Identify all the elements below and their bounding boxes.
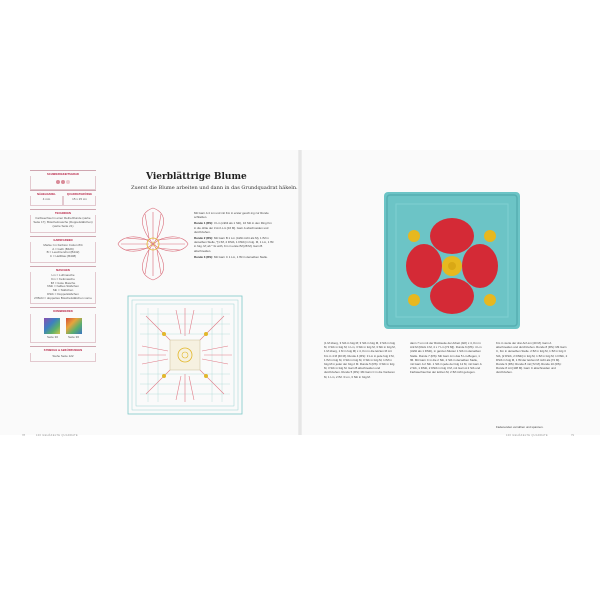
pattern-subtitle: Zuerst die Blume arbeiten und dann in das Grundquadrat häkeln. xyxy=(131,185,298,191)
instruction-paragraph: Runde 2 (RS): Mit Garn B 1 Lm (zählt nicht als M), 1 fM in derselben Stelle, *[1 fM, 2 DStb, 1 DStb] in folg. M, 1 Lm, 1 fM in folg. M; ab * 3x wdh, Km in erste fM [28 M]. Garn B abschneiden. xyxy=(194,236,274,253)
stitch-line: fM = feste Masche xyxy=(50,280,76,285)
instructions-block xyxy=(194,211,274,259)
needle-size-row xyxy=(30,190,96,206)
stitch-line: Stb = Stäbchen xyxy=(52,288,74,293)
footer-right: 100 GEHÄKELTE QUADRATE xyxy=(506,434,548,437)
symbols-label: SYMBOLE & ABKÜRZUNGEN xyxy=(30,346,96,352)
difficulty-dot-icon xyxy=(56,180,60,184)
instruction-column: (1 M überg, 3 Stb in folg M; 3 Stb in folg M, 3 Stb in folg M, 3 Stb in folg M; 1 Lm, 3 Stb in folg M, 3 Stb in folg M, 1 M überg, 1 M in folg M) x 4, Km in die letzten M mit Km in 4 M [40 M]. Runde 4 (RS): 3 Lm in jede folg 3 M, 1 fM in folg M, 3 Stb in folg M, 3 Stb in folg M, 1 fM in folg M in jeder der folg 2 M. Runde 5 (RS): 3 Stb in folg M, 3 Stb in folg M. Garn B abschneiden und durchziehen. Runde 5 (RS): Mit Garn C in die Vorderen M, 1 Lm, 2 fM. 3 Lm, 3 Stb in folg M. xyxy=(324,341,396,379)
difficulty-label: SCHWIERIGKEITSGRAD xyxy=(30,170,96,176)
instruction-column: Km in vierte der drei Anf-Lm [40 M]. Garn A abschneiden und durchziehen. Runde 8 (RS): Mit Garn C, Km in derselben Stelle. 2 fM in folg M, 1 fM in folg 3 Stb, [2 DStb, 2 DStb] in folg M, 1 fM in folg M; 1 DStb, 2 DStb in folg M, 1 fM der letzten M nicht als [72 M]. Runde 9 (RS): Runde 8 mit [72 M]. Runde 10 (RS): Runde 8 mit [108 M]. Garn C abschneiden und durchziehen. xyxy=(496,341,568,375)
finishing-note: Fadenenden vernähen und spannen. xyxy=(496,425,544,429)
pattern-title: Vierblättrige Blume xyxy=(146,172,247,182)
difficulty-box xyxy=(30,176,96,190)
yarn-line: C = Hellblau (B408) xyxy=(49,254,77,259)
stitches-box xyxy=(30,272,96,304)
stitch-line: DStb = Doppelstäbchen xyxy=(47,291,79,296)
combo-swatch-thumbnail xyxy=(66,318,82,334)
difficulty-dot-icon xyxy=(61,180,65,184)
petal-left xyxy=(406,244,442,288)
book-gutter xyxy=(298,150,302,435)
yarn-line: Marke: Im Farbton Cotton 8/4 xyxy=(43,242,83,247)
technique-label: TECHNIKEN xyxy=(30,209,96,215)
stitch-line: Lm = Luftmasche xyxy=(51,273,75,278)
flower-crochet-chart xyxy=(112,200,194,290)
petal-top xyxy=(430,218,474,254)
needle-value: 4 mm xyxy=(30,196,63,206)
instruction-paragraph: Runde 3 (RS): Mit Garn C 1 Lm, 1 fM in derselben Stelle. xyxy=(194,254,268,259)
petal-bottom xyxy=(430,278,474,314)
stitches-label: MASCHEN xyxy=(30,266,96,272)
instruction-paragraph: Runde 1 (RS): 3 Lm (zählt als 1 Stb), 16 Stb in den Ring Km in die dritte der 3 Anf.-Lm [16 M]. Garn A abschneiden und durchziehen. xyxy=(194,221,272,234)
pattern-info-sidebar xyxy=(30,170,96,362)
chart-center-block xyxy=(170,340,200,370)
needle-label: NÄHELNADEL xyxy=(30,190,63,196)
yarn-line: A = Gelb (B429) xyxy=(52,246,74,251)
stitch-line: 2f Bübl = doppeltes Büschelstäbchen vorne xyxy=(34,295,92,300)
square-crochet-chart xyxy=(126,294,244,416)
difficulty-dots xyxy=(33,178,93,186)
technique-text: Farbwechsel in einer Reihe/Runde (siehe Seite 17); Büschelmasche (Doppelstäbchen) (siehe Seite 21) xyxy=(30,215,96,232)
stitch-line: hStb = halbes Stäbchen xyxy=(47,284,79,289)
difficulty-dot-icon xyxy=(66,180,70,184)
symbols-text: Siehe Seite 122 xyxy=(30,353,96,363)
combo-swatch-thumbnail xyxy=(44,318,60,334)
page-number-left: 78 xyxy=(22,434,25,437)
combos-box xyxy=(30,314,96,344)
instruction-paragraph: Mit Garn A 4 Lm und mit Km in erster gesch.ing zur Runde schließen. xyxy=(194,211,269,220)
stitch-line: Km = Kettmasche xyxy=(51,276,75,281)
yarn-box xyxy=(30,242,96,263)
square-size-value: 15 x 15 cm xyxy=(63,196,96,206)
page-number-right: 79 xyxy=(571,434,574,437)
combo-page-ref: Seite 30 xyxy=(46,334,58,339)
square-size-label: QUADRATGRÖSSE xyxy=(63,190,96,196)
petal-right xyxy=(462,244,498,288)
footer-left: 100 GEHÄKELTE QUADRATE xyxy=(36,434,78,437)
instruction-column: dann 7 Lm mit der Rückseite der Arbeit (Abf) x 4, Km in Anf-M (Rück 4 M, 4 x 7 Lm [72 M]). Runde 6 (RS): 4 Lm (zählt als 1 DStb), in ganzen Muster 1 Stb im derselben Stelle. Runde 7 (RS): Mit Garn A in das 5 Lm-Bogen, 1 fM. Mit Garn C in die 2 Stb, 2 Stb in derselben Stelle, mit Garn A 2 Stb. 1 Stb in jede der folg 12 M, mit Garn A 2 Stb, 1 DStb, 2 DStb in folg 3 M, mit Garn A 2 Stb und Farbwechsel bei der letzten M, 2 fM nicht gezogen. xyxy=(410,341,482,375)
crochet-square-photo xyxy=(384,192,520,329)
yarn-label: GARNFARBEN xyxy=(30,236,96,242)
combo-page-ref: Seite 36 xyxy=(68,334,80,339)
yarn-line: B = Leuchtendrot (B442) xyxy=(46,250,80,255)
combos-label: KOMBINIEREN xyxy=(30,307,96,313)
